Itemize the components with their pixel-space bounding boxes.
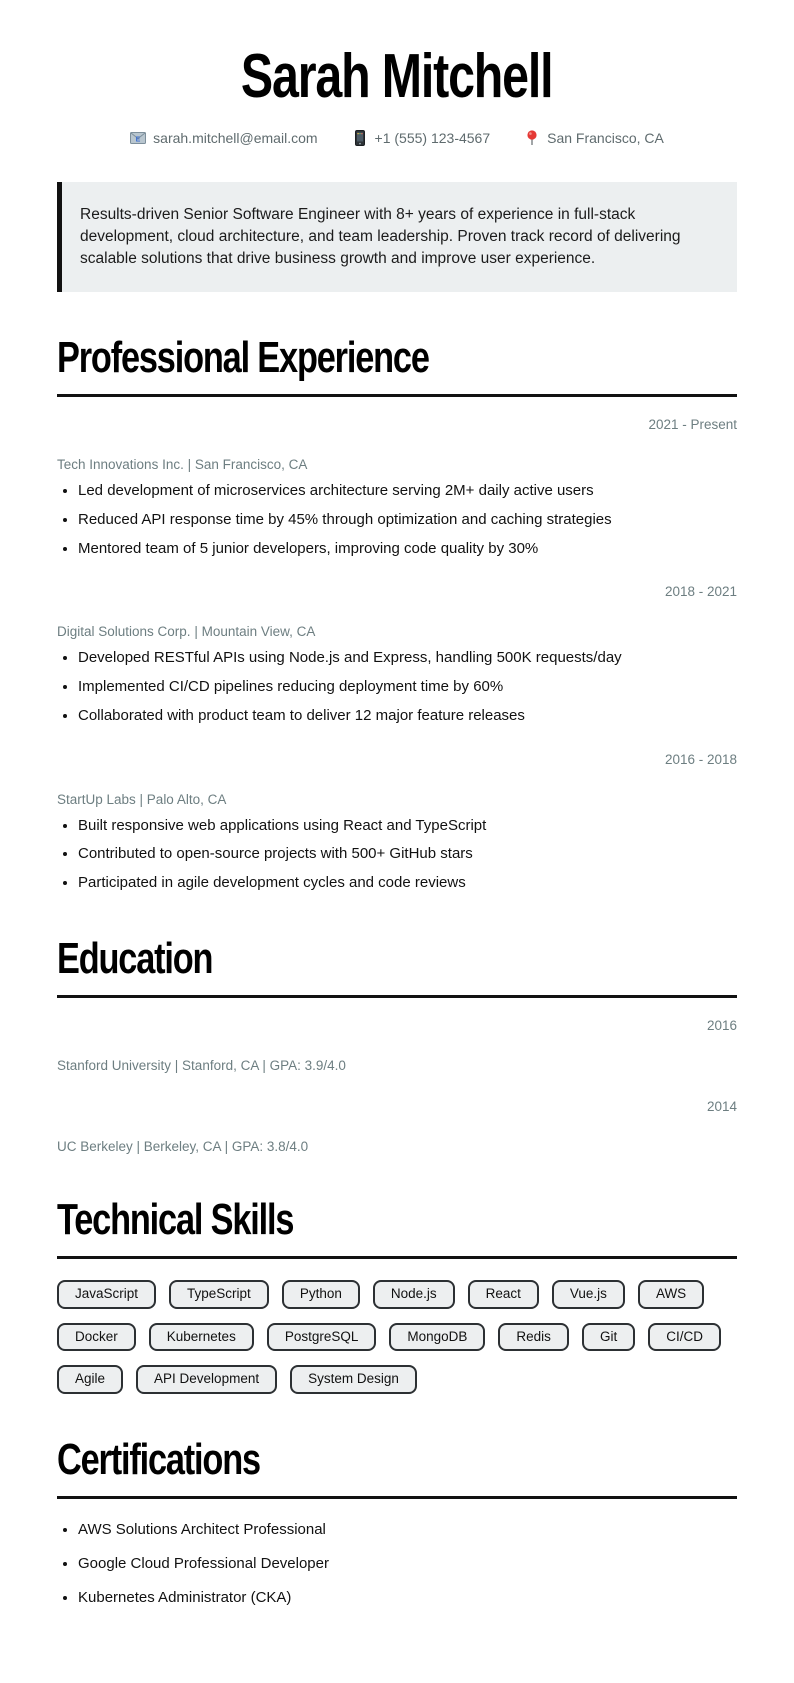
skill-pill: AWS (638, 1280, 704, 1309)
skills-list (57, 1280, 737, 1395)
certifications-list (57, 1521, 737, 1607)
job-bullet: • Participated in agile development cycles and code reviews (78, 874, 737, 893)
candidate-name: Sarah Mitchell (241, 42, 553, 111)
job-bullet: • Developed RESTful APIs using Node.js and Express, handling 500K requests/day (78, 649, 737, 668)
job-bullet-list (57, 482, 737, 558)
contact-row (57, 130, 737, 146)
skill-pill: API Development (136, 1365, 277, 1394)
certifications-section (57, 1435, 737, 1607)
summary-box (57, 182, 737, 292)
job-date: 2016 - 2018 (664, 751, 737, 767)
resume-header (57, 42, 737, 146)
job-bullet: • Built responsive web applications using React and TypeScript (78, 817, 737, 836)
skill-pill: Python (282, 1280, 360, 1309)
contact-location-text: San Francisco, CA (547, 130, 664, 146)
skills-title-text: Technical Skills (57, 1194, 294, 1244)
experience-title-text: Professional Experience (57, 333, 429, 382)
job-date: 2018 - 2021 (664, 584, 737, 600)
education-date: 2014 (706, 1098, 737, 1114)
job-bullet: • Collaborated with product team to deliver 12 major feature releases (78, 707, 737, 726)
job-bullet: • Implemented CI/CD pipelines reducing deployment time by 60% (78, 678, 737, 697)
job-company: Digital Solutions Corp. | Mountain View, CA (57, 624, 316, 640)
skill-pill: System Design (290, 1365, 417, 1394)
location-pin-icon (524, 130, 540, 146)
experience-section-title (57, 333, 737, 397)
email-icon (130, 130, 146, 146)
contact-location (524, 130, 664, 146)
skill-pill: Node.js (373, 1280, 455, 1309)
experience-entry (57, 417, 737, 558)
job-date: 2021 - Present (648, 417, 737, 432)
certifications-section-title (57, 1435, 737, 1499)
skill-pill: JavaScript (57, 1280, 156, 1309)
phone-icon (352, 130, 368, 146)
skill-pill: PostgreSQL (267, 1323, 377, 1352)
certifications-title-text: Certifications (57, 1435, 260, 1485)
education-section (57, 933, 737, 1154)
job-bullet: • Reduced API response time by 45% through optimization and caching strategies (78, 511, 737, 530)
certification-item: • AWS Solutions Architect Professional (78, 1521, 737, 1540)
job-bullet: • Contributed to open-source projects with 500+ GitHub stars (78, 845, 737, 864)
education-entry (57, 1099, 737, 1154)
summary-text: Results-driven Senior Software Engineer with 8+ years of experience in full-stack development, cloud architecture, and team leadership. Proven track record of delivering scalable solutions that drive business growth and improve user experience. (80, 206, 681, 267)
certification-item: • Google Cloud Professional Developer (78, 1555, 737, 1574)
contact-email-text: sarah.mitchell@email.com (153, 130, 318, 146)
job-company: Tech Innovations Inc. | San Francisco, CA (57, 457, 308, 472)
job-bullet-list (57, 649, 737, 725)
skill-pill: Kubernetes (149, 1323, 254, 1352)
job-bullet: • Mentored team of 5 junior developers, improving code quality by 30% (78, 540, 737, 559)
skills-section-title (57, 1194, 737, 1259)
certification-item: • Kubernetes Administrator (CKA) (78, 1589, 737, 1608)
svg-text:E: E (135, 136, 141, 144)
skill-pill: CI/CD (648, 1323, 721, 1352)
skill-pill: Agile (57, 1365, 123, 1394)
job-bullet: • Led development of microservices architecture serving 2M+ daily active users (78, 482, 737, 501)
education-title-text: Education (57, 933, 213, 983)
page-title (57, 42, 737, 111)
contact-phone (352, 130, 491, 146)
education-date: 2016 (706, 1017, 737, 1033)
skill-pill: Docker (57, 1323, 136, 1352)
job-bullet-list (57, 817, 737, 893)
skill-pill: Redis (498, 1323, 569, 1352)
skill-pill: MongoDB (389, 1323, 485, 1352)
contact-email (130, 130, 317, 146)
skills-section (57, 1194, 737, 1395)
education-school: UC Berkeley | Berkeley, CA | GPA: 3.8/4.0 (57, 1138, 309, 1154)
education-entry (57, 1018, 737, 1073)
education-section-title (57, 933, 737, 998)
experience-section (57, 333, 737, 893)
experience-entry (57, 584, 737, 725)
contact-phone-text: +1 (555) 123-4567 (374, 130, 491, 146)
skill-pill: TypeScript (169, 1280, 269, 1309)
skill-pill: React (468, 1280, 539, 1309)
skill-pill: Vue.js (552, 1280, 625, 1309)
education-school: Stanford University | Stanford, CA | GPA: 3.9/4.0 (57, 1057, 346, 1073)
experience-entry (57, 752, 737, 893)
skill-pill: Git (582, 1323, 635, 1352)
job-company: StartUp Labs | Palo Alto, CA (57, 791, 227, 807)
